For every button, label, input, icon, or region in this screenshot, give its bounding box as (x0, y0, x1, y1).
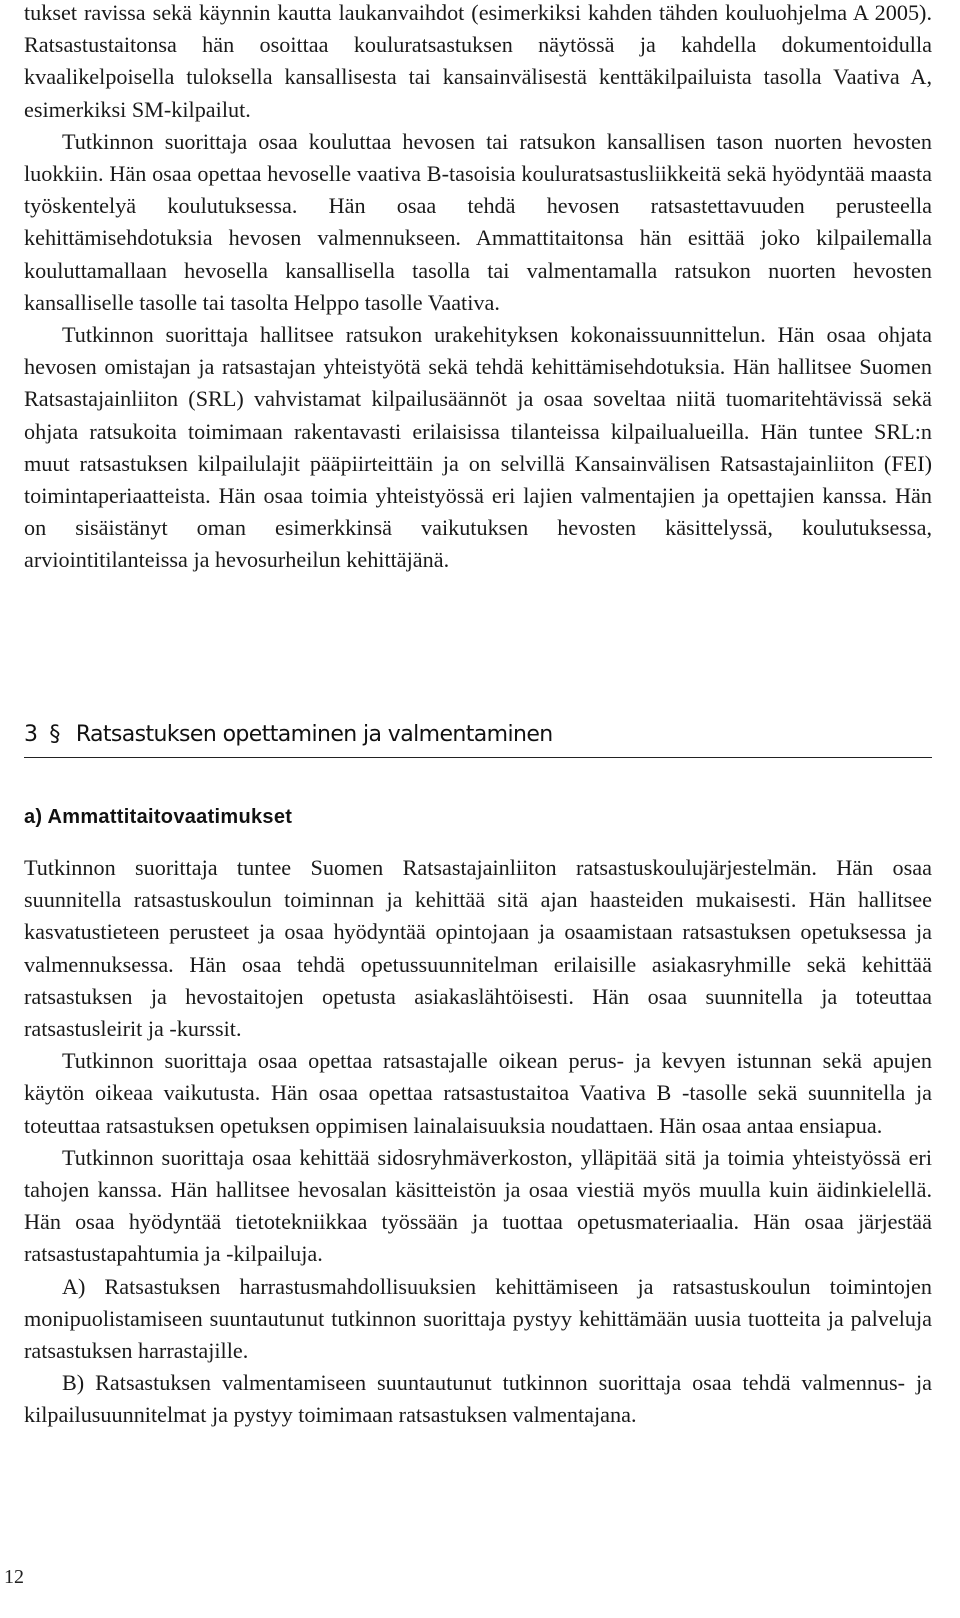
paragraph: B) Ratsastuksen valmentamiseen suuntautunut tutkinnon suorittaja osaa tehdä valmennus- ja kilpailusuunnitelmat ja pystyy toimimaan ratsastuksen valmentajana. (24, 1370, 932, 1428)
paragraph: Tutkinnon suorittaja osaa opettaa ratsastajalle oikean perus- ja kevyen istunnan sekä apujen käytön oikeaa vaikutusta. Hän osaa opettaa ratsastustaitoa Vaativa B -tasolle sekä suunnitella ja toteuttaa ratsastuksen opetuksen oppimisen lainalaisuuksia noudattaen. Hän osaa antaa ensiapua. (24, 1048, 932, 1138)
section-title: Ratsastuksen opettaminen ja valmentaminen (75, 722, 553, 747)
section-number: 3 (24, 722, 38, 747)
subsection-heading: a) Ammattitaitovaatimukset (24, 806, 293, 828)
page-number: 12 (4, 1566, 24, 1588)
paragraph: Tutkinnon suorittaja tuntee Suomen Ratsastajainliiton ratsastuskoulujärjestelmän. Hän osaa suunnitella ratsastuskoulun toiminnan ja kehittää sitä ajan haasteiden mukaisesti. Hän hallitsee kasvatustieteen perusteet ja osaa hyödyntää opintojaan ja osaamistaan ratsastuksen opetuksessa ja valmennuksessa. Hän osaa tehdä opetussuunnitelman erilaisille asiakasryhmille sekä kehittää ratsastuksen ja hevostaitojen opetusta asiakaslähtöisesti. Hän osaa suunnitella ja toteuttaa ratsastusleirit ja -kurssit. (24, 855, 932, 1042)
section-heading (24, 722, 932, 758)
paragraph: Tutkinnon suorittaja osaa kehittää sidosryhmäverkoston, ylläpitää sitä ja toimia yhteistyössä eri tahojen kanssa. Hän hallitsee hevosalan käsitteistön ja osaa viestiä myös muulla kuin äidinkielellä. Hän osaa hyödyntää tietotekniikkaa työssään ja tuottaa opetusmateriaalia. Hän osaa järjestää ratsastustapahtumia ja -kilpailuja. (24, 1144, 932, 1267)
paragraph: Tutkinnon suorittaja hallitsee ratsukon urakehityksen kokonaissuunnittelun. Hän osaa ohjata hevosen omistajan ja ratsastajan yhteistyötä sekä tehdä kehittämisehdotuksia. Hän hallitsee Suomen Ratsastajainliiton (SRL) vahvistamat kilpailusäännöt ja osaa soveltaa niitä tuomaritehtävissä sekä ohjata ratsukoita toimimaan rakentavasti erilaisissa tilanteissa kilpailualueilla. Hän tuntee SRL:n muut ratsastuksen kilpailulajit pääpiirteittäin ja on selvillä Kansainvälisen Ratsastajainliiton (FEI) toimintaperiaatteista. Hän osaa toimia yhteistyössä eri lajien valmentajien ja opettajien kanssa. Hän on sisäistänyt oman esimerkkinsä vaikutuksen hevosten käsittelyssä, koulutuksessa, arviointitilanteissa ja hevosurheilun kehittäjänä. (24, 322, 932, 573)
section-symbol: § (49, 722, 60, 747)
paragraph: Tutkinnon suorittaja osaa kouluttaa hevosen tai ratsukon kansallisen tason nuorten hevosten luokkiin. Hän osaa opettaa hevoselle vaativa B-tasoisia kouluratsastusliikkeitä sekä hyödyntää maasta työskentelyä koulutuksessa. Hän osaa tehdä hevosen ratsastettavuuden perusteella kehittämisehdotuksia hevosen valmennukseen. Ammattitaitonsa hän esittää joko kilpailemalla kouluttamallaan hevosella kansallisella tasolla tai valmentamalla ratsukon nuorten hevosten kansalliselle tasolle tai tasolta Helppo tasolle Vaativa. (24, 128, 932, 315)
paragraph: tukset ravissa sekä käynnin kautta laukanvaihdot (esimerkiksi kahden tähden kouluohjelma A 2005). Ratsastustaitonsa hän osoittaa kouluratsastuksen näytössä ja kahdella dokumentoidulla kvaalikelpoisella tuloksella kansallisesta tai kansainvälisestä kenttäkilpailuista tasolla Vaativa A, esimerkiksi SM-kilpailut. (24, 0, 932, 122)
top-text-block (24, 0, 932, 577)
bottom-text-block (24, 852, 932, 1432)
paragraph: A) Ratsastuksen harrastusmahdollisuuksien kehittämiseen ja ratsastuskoulun toimintojen monipuolistamiseen suuntautunut tutkinnon suorittaja pystyy kehittämään uusia tuotteita ja palveluja ratsastuksen harrastajille. (24, 1273, 932, 1364)
